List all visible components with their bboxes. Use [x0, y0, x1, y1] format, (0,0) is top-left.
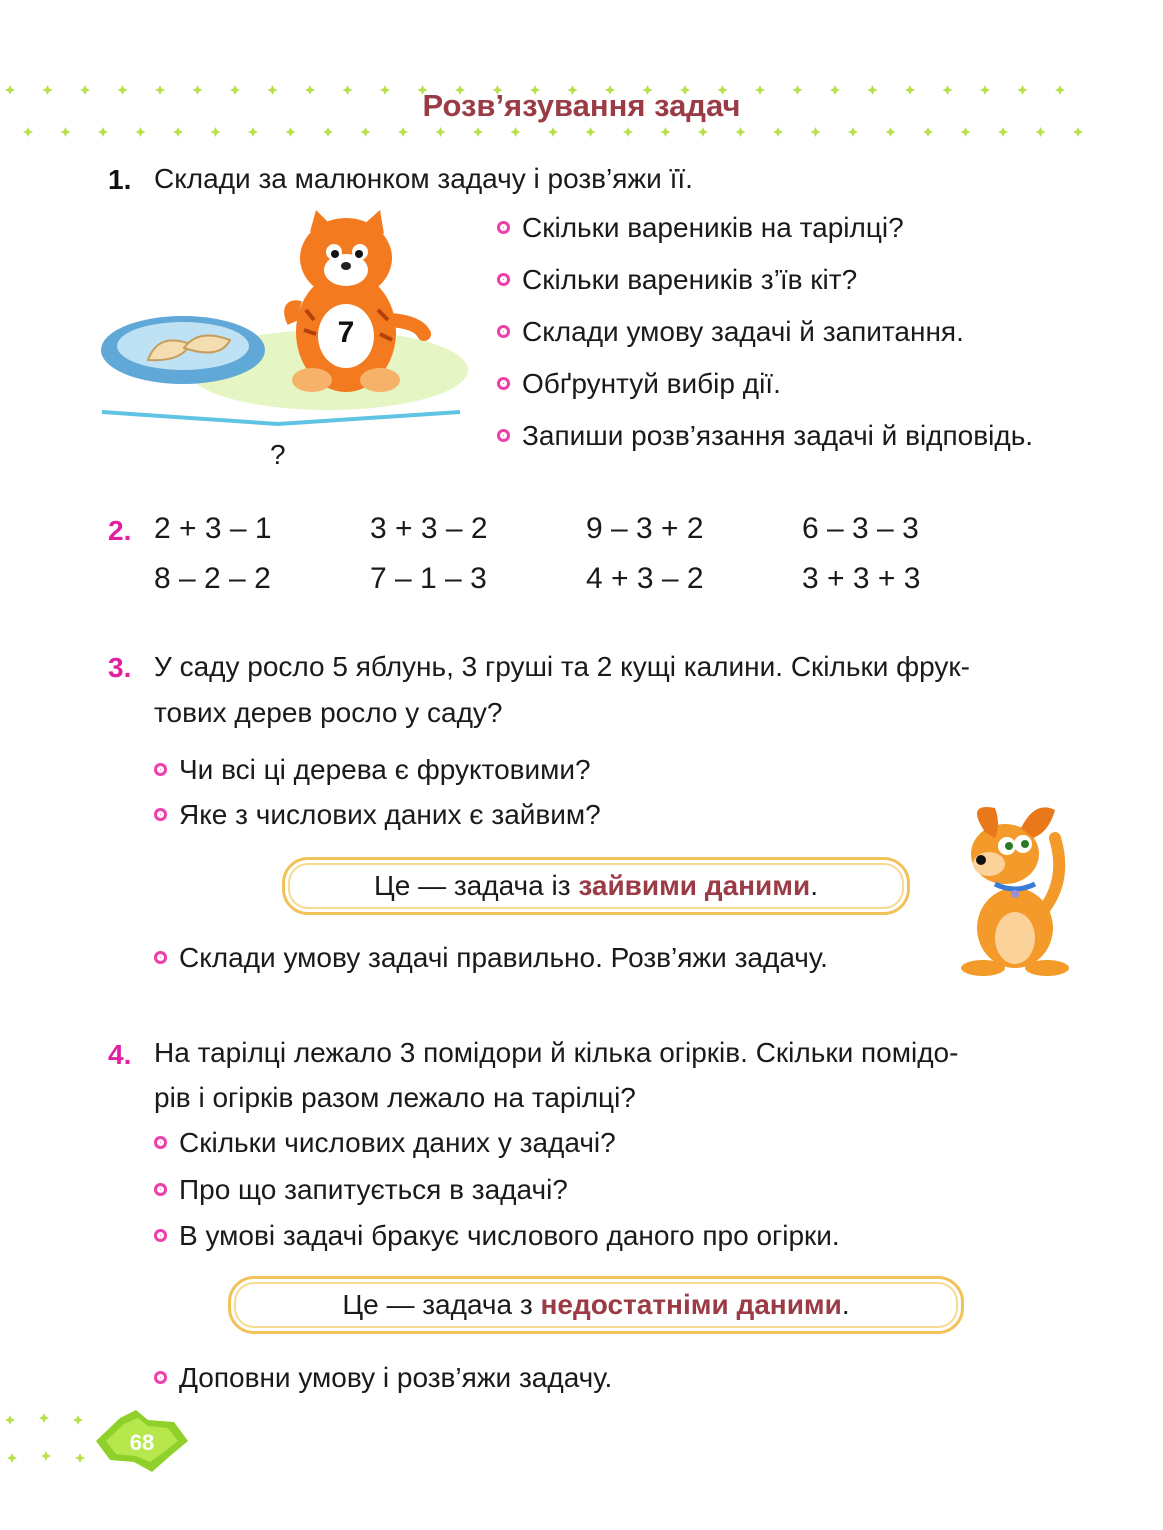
expression: 3 + 3 – 2	[370, 512, 488, 545]
dot-icon	[41, 1451, 51, 1461]
cat-number-label: 7	[337, 316, 355, 349]
expression: 4 + 3 – 2	[586, 562, 704, 595]
dot-icon	[211, 127, 221, 137]
task-3-number: 3.	[108, 652, 132, 683]
task-4-bullet-3: В умові задачі бракує числового даного про огірки.	[154, 1213, 840, 1259]
dot-icon	[173, 127, 183, 137]
dot-icon	[248, 127, 258, 137]
dot-icon	[998, 127, 1008, 137]
page-number: 68	[129, 1430, 155, 1455]
bullet-icon	[154, 763, 167, 776]
dot-icon	[1073, 127, 1083, 137]
decorative-dot-corner	[0, 1408, 100, 1468]
task-2-number: 2.	[108, 515, 132, 546]
dot-icon	[39, 1413, 49, 1423]
cat-dumplings-illustration	[98, 210, 468, 470]
dot-icon	[923, 127, 933, 137]
dot-icon	[75, 1453, 85, 1463]
dot-icon	[7, 1453, 17, 1463]
task-1-bullet-2: Скільки вареників з’їв кіт?	[497, 257, 857, 303]
task-1-number: 1.	[108, 164, 132, 195]
dot-icon	[61, 127, 71, 137]
dot-icon	[98, 127, 108, 137]
bullet-icon	[154, 1229, 167, 1242]
brace-question-mark: ?	[270, 439, 286, 470]
dot-icon	[848, 127, 858, 137]
dot-icon	[736, 127, 746, 137]
task-1-bullet-3: Склади умову задачі й запитання.	[497, 309, 964, 355]
expression: 9 – 3 + 2	[586, 512, 704, 545]
task-4-bullet-2: Про що запитується в задачі?	[154, 1167, 568, 1213]
task-1-bullet-4: Обґрунтуй вибір дії.	[497, 361, 781, 407]
dot-icon	[698, 127, 708, 137]
dot-icon	[136, 127, 146, 137]
expression: 8 – 2 – 2	[154, 562, 271, 595]
expression: 2 + 3 – 1	[154, 512, 272, 545]
task-3-bullet-1: Чи всі ці дерева є фруктовими?	[154, 747, 591, 793]
task-1-bullet-5: Запиши розв’язання задачі й відповідь.	[497, 413, 1033, 459]
task-4-bullet-1: Скільки числових даних у задачі?	[154, 1120, 616, 1166]
dot-icon	[436, 127, 446, 137]
dog-icon	[961, 807, 1069, 976]
dot-icon	[811, 127, 821, 137]
brace-icon	[102, 412, 460, 424]
dog-illustration	[955, 798, 1075, 978]
task-3-final-bullet: Склади умову задачі правильно. Розв’яжи задачу.	[154, 935, 828, 981]
extra-data-note: Це — задача із зайвими даними .	[282, 857, 910, 915]
task-3-bullet-2: Яке з числових даних є зайвим?	[154, 792, 601, 838]
dot-icon	[5, 1415, 15, 1425]
bullet-icon	[154, 1136, 167, 1149]
bullet-icon	[497, 325, 510, 338]
dot-icon	[73, 1415, 83, 1425]
decorative-dot-row-bottom	[0, 122, 1163, 142]
expression: 3 + 3 + 3	[802, 562, 921, 595]
dot-icon	[661, 127, 671, 137]
dot-icon	[548, 127, 558, 137]
task-1-bullet-1: Скільки вареників на тарілці?	[497, 205, 904, 251]
task-4-final-bullet: Доповни умову і розв’яжи задачу.	[154, 1355, 612, 1401]
dot-icon	[773, 127, 783, 137]
dot-icon	[1036, 127, 1046, 137]
page-number-badge	[96, 1410, 188, 1472]
insufficient-data-note: Це — задача з недостатніми даними .	[228, 1276, 964, 1334]
task-3-text-line-1: У саду росло 5 яблунь, 3 груші та 2 кущі калини. Скільки фрук-	[154, 651, 970, 682]
task-4-text-line-1: На тарілці лежало 3 помідори й кілька огірків. Скільки помідо-	[154, 1037, 959, 1068]
dot-icon	[23, 127, 33, 137]
dot-icon	[286, 127, 296, 137]
bullet-icon	[497, 221, 510, 234]
bullet-icon	[154, 951, 167, 964]
dot-icon	[623, 127, 633, 137]
bullet-icon	[497, 377, 510, 390]
expression: 7 – 1 – 3	[370, 562, 487, 595]
dot-icon	[398, 127, 408, 137]
dot-icon	[361, 127, 371, 137]
task-3-text-line-2: тових дерев росло у саду?	[154, 697, 503, 728]
dot-icon	[886, 127, 896, 137]
bullet-icon	[497, 429, 510, 442]
expression: 6 – 3 – 3	[802, 512, 919, 545]
task-4-text-line-2: рів і огірків разом лежало на тарілці?	[154, 1082, 636, 1113]
dot-icon	[961, 127, 971, 137]
bullet-icon	[154, 1371, 167, 1384]
dot-icon	[511, 127, 521, 137]
task-1-text: Склади за малюнком задачу і розв’яжи її.	[154, 163, 693, 194]
dot-icon	[473, 127, 483, 137]
bullet-icon	[154, 1183, 167, 1196]
bullet-icon	[154, 808, 167, 821]
dot-icon	[323, 127, 333, 137]
task-4-number: 4.	[108, 1039, 132, 1070]
page-title: Розв’язування задач	[422, 88, 741, 123]
bullet-icon	[497, 273, 510, 286]
dot-icon	[586, 127, 596, 137]
